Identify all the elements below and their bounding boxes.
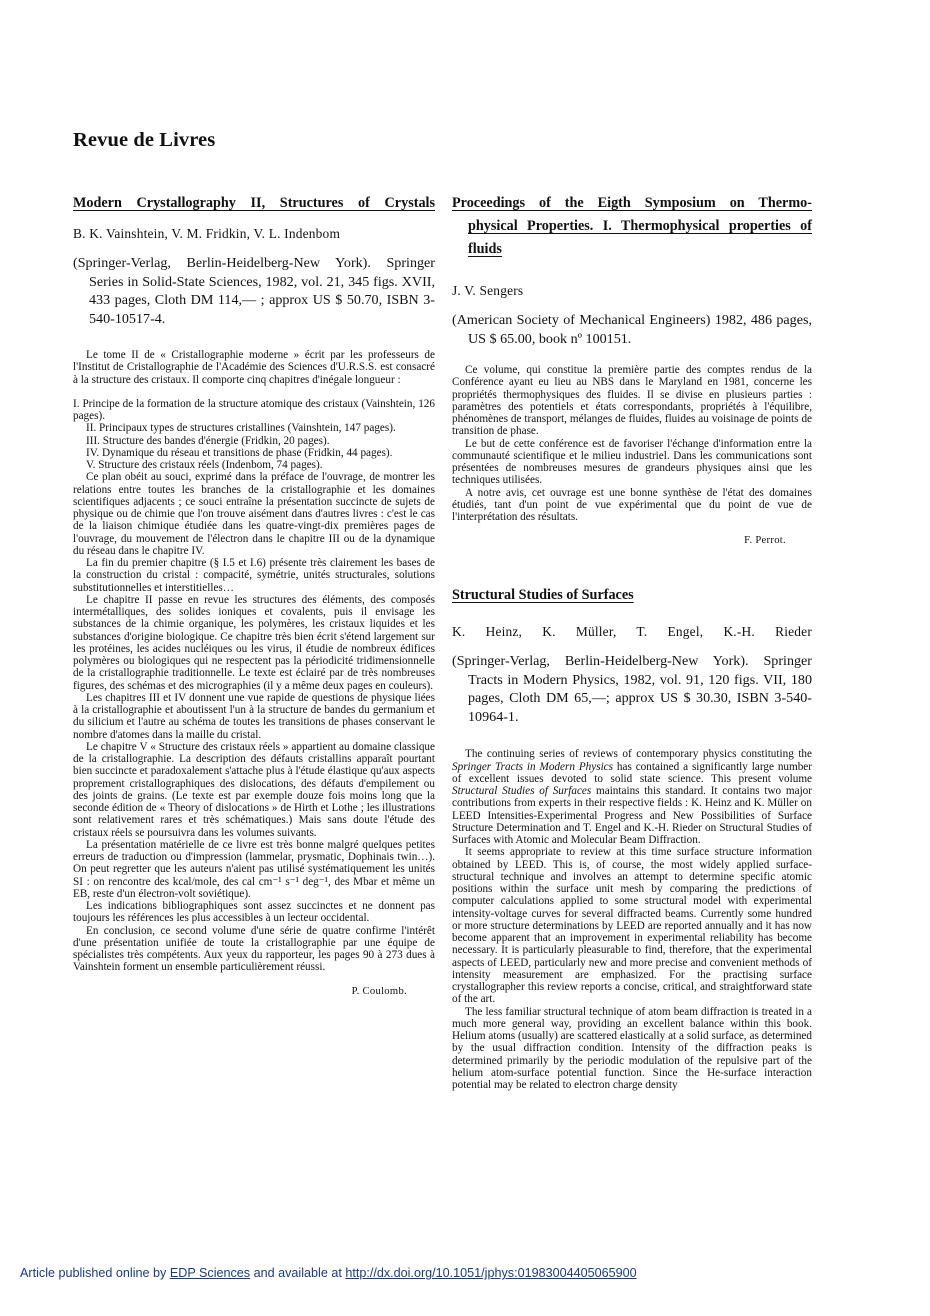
review2-title-line2: physical Properties. I. Thermophysical properties of xyxy=(468,218,812,234)
edp-sciences-link[interactable]: EDP Sciences xyxy=(169,1266,251,1280)
review1-publication: (Springer-Verlag, Berlin-Heidelberg-New York). Springer Series in Solid-State Sciences, 1982, vol. 21, 345 figs. XVII, 433 pages, Cloth DM 114,— ; approx US $ 50.70, ISBN 3-540-10517-4. xyxy=(73,255,435,327)
review2-paragraph: Le but de cette conférence est de favoriser l'échange d'information entre la communauté scientifique et le milieu industriel. Dans les communications sont présentées de nombreuses mesures de grandeurs physiques ainsi que les techniques utilisées. xyxy=(452,437,812,487)
review3-italic-series-title: Springer Tracts in Modern Physics xyxy=(452,760,614,773)
footer-middle: and available at xyxy=(250,1266,346,1280)
review2-paragraph: Ce volume, qui constitue la première partie des comptes rendus de la Conférence ayant eu lieu au NBS dans le Maryland en 1981, concerne les propriétés thermophysiques des fluides. Il se divise en plusieurs parties : paramètres des potentiels et états correspondants, propriétés à l'équilibre, phénomènes de transport, mélanges de fluides, fluides au voisinage de points de transition de phase. xyxy=(452,364,812,438)
footer-prefix: Article published online by xyxy=(20,1266,170,1280)
review1-paragraph: La fin du premier chapitre (§ I.5 et I.6) présente très clairement les bases de la construction du cristal : compacité, symétrie, unités structurales, solutions substitutionnelles et interstitielles… xyxy=(73,557,435,594)
review1-paragraph: La présentation matérielle de ce livre est très bonne malgré quelques petites erreurs de traduction ou d'impression (lammelar, prysmatic, Dophinais twin…). On peut regretter que les auteurs n'aient pas utilisé systématiquement les unités SI : on rencontre des kcal/mole, des cal cm⁻¹ s⁻¹ deg⁻¹, des Mbar et même un EB, reste d'un électron-volt soviétique). xyxy=(73,838,435,900)
review1-body xyxy=(73,349,435,974)
review2-title xyxy=(452,192,812,261)
review2-title-line xyxy=(452,238,812,261)
review1-chapter-item: V. Structure des cristaux réels (Indenbom, 74 pages). xyxy=(86,459,323,471)
review1-paragraph: En conclusion, ce second volume d'une série de quatre confirme l'intérêt d'une présentation unifiée de toute la cristallographie par une équipe de spécialistes très compétents. Aux yeux du rapporteur, les pages 90 à 273 dues à Vainshtein forment un ensemble particulièrement réussi. xyxy=(73,924,435,974)
review1-chapter-item: IV. Dynamique du réseau et transitions de phase (Fridkin, 44 pages). xyxy=(86,446,393,459)
left-column xyxy=(73,192,435,997)
doi-link[interactable]: http://dx.doi.org/10.1051/jphys:01983004405065900 xyxy=(345,1266,637,1280)
review1-paragraph: Le chapitre V « Structure des cristaux réels » appartient au domaine classique de la cristallographie. La description des défauts cristallins apparaît pourtant bien succincte et paradoxalement s'attache plus à l'étude élastique qu'aux aspects proprement cristallographiques des dislocations, des défauts d'empilement ou des joints de grains. (Le texte est par exemple douze fois moins long que la seconde édition de « Theory of dislocations » de Hirth et Lothe ; les illustrations sont relativement rares et très schématiques.) Mais sans doute l'étude des cristaux réels se poursuivra dans les volumes suivants. xyxy=(73,740,435,839)
review1-paragraph: Les indications bibliographiques sont assez succinctes et ne donnent pas toujours les références les plus accessibles à un lecteur occidental. xyxy=(73,900,435,925)
footer xyxy=(20,1266,637,1280)
review1-paragraph: Le chapitre II passe en revue les structures des éléments, des composés intermétalliques, des solides ioniques et covalents, puis il envisage les substances de la chimie organique, les polymères, les cristaux liquides et les substances d'origine biologique. Ce chapitre très bien écrit s'étend largement sur les protéines, les acides nucléiques ou les virus, il étudie de nombreux édifices polymères ou biologiques qui ne respectent pas la périodicité tridimensionnelle de la cristallographie traditionnelle. Le texte est éclairé par de très nombreuses figures, des schémas et des micrographies (il y a même deux pages en couleurs). xyxy=(73,593,435,692)
review2-body xyxy=(452,364,812,523)
review2-paragraph: A notre avis, cet ouvrage est une bonne synthèse de l'état des domaines étudiés, tant d'un point de vue expérimental que du point de vue de l'interprétation des résultats. xyxy=(452,486,812,523)
review3-authors: K. Heinz, K. Müller, T. Engel, K.-H. Rieder xyxy=(452,624,812,640)
review2-title-line xyxy=(452,215,812,238)
page-title: Revue de Livres xyxy=(73,129,216,151)
review3-paragraph: The less familiar structural technique of atom beam diffraction is treated in a much more general way, providing an excellent balance within this book. Helium atoms (usually) are scattered elastically at a solid surface, as determined by the usual diffraction condition. Intensity of the diffraction peaks is determined primarily by the periodic modulation of the repulsive part of the helium atom-surface potential function. Since the He-surface interaction potential may be related to electron charge density xyxy=(452,1005,812,1091)
review1-authors: B. K. Vainshtein, V. M. Fridkin, V. L. Indenbom xyxy=(73,226,341,241)
review3-paragraph: It seems appropriate to review at this time surface structure information obtained by LEED. This is, of course, the most widely applied surface-structural technique and involves an attempt to determine specific atomic positions within the surface unit mesh by comparing the predictions of computer calculations applied to some structural model with experimental intensity-voltage curves for several diffracted beams. Currently some hundred or more structure determinations by LEED are reported annually and it has now become apparent that an improvement in experimental reliability has become necessary. It is particularly pleasurable to find, therefore, that the experimental aspects of LEED, particularly new and more precise and convenient methods of intensity measurement are emphasized. For the practising surface crystallographer this review reports a concise, critical, and straightforward state of the art. xyxy=(452,846,812,1006)
right-column xyxy=(452,192,812,1091)
review2-title-line3: fluids xyxy=(468,241,502,257)
review3-publication: (Springer-Verlag, Berlin-Heidelberg-New York). Springer Tracts in Modern Physics, 1982, vol. 91, 120 figs. VII, 180 pages, Cloth DM 65,—; approx US $ 30.30, ISBN 3-540-10964-1. xyxy=(452,653,812,725)
review3-title-text: Structural Studies of Surfaces xyxy=(452,587,634,604)
review3-body xyxy=(452,748,812,1091)
review1-title-text: Modern Crystallography II, Structures of Crystals xyxy=(73,195,435,211)
review2-authors: J. V. Sengers xyxy=(452,283,524,298)
review1-signature: P. Coulomb. xyxy=(351,985,407,997)
review1-chapter-item: III. Structure des bandes d'énergie (Fridkin, 20 pages). xyxy=(86,434,330,447)
review1-paragraph: Ce plan obéit au souci, exprimé dans la préface de l'ouvrage, de montrer les relations entre toutes les branches de la cristallographie et les domaines scientifiques adjacents ; ce souci entraîne la présentation succincte de sujets de physique ou de chimie que l'on trouve aisément dans d'autres livres : c'est le cas de la liaison chimique étudiée dans les quatre-vingt-dix premières pages de l'ouvrage, du mouvement de l'électron dans le chapitre III ou de la dynamique du réseau dans le chapitre IV. xyxy=(73,471,435,557)
review2-title-line1: Proceedings of the Eigth Symposium on Thermo- xyxy=(452,195,812,211)
review1-title xyxy=(73,192,435,215)
review1-paragraph: Le tome II de « Cristallographie moderne » écrit par les professeurs de l'Institut de Cristallographie de l'Académie des Sciences d'U.R.S.S. est consacré à la structure des cristaux. Il comporte cinq chapitres d'inégale longueur : xyxy=(73,349,435,386)
review1-chapter-item: II. Principaux types de structures cristallines (Vainshtein, 147 pages). xyxy=(86,422,396,435)
review1-chapter-item: I. Principe de la formation de la structure atomique des cristaux (Vainshtein, 126 pages). xyxy=(73,397,435,422)
review2-publication: (American Society of Mechanical Engineers) 1982, 486 pages, US $ 65.00, book nº 100151. xyxy=(452,312,812,347)
review3-text: has contained a significantly large number of excellent issues devoted to solid state science. This present volume xyxy=(452,760,813,785)
review3-text: The continuing series of reviews of contemporary physics constituting the xyxy=(465,748,812,761)
review3-italic-book-title: Structural Studies of Surfaces xyxy=(452,785,592,797)
review1-paragraph: Les chapitres III et IV donnent une vue rapide de questions de physique liées à la cristallographie et aboutissent l'un à la structure de bandes du germanium et du silicium et l'autre au schéma de toutes les transitions de phases conservant le nombre d'atomes dans la maille du cristal. xyxy=(73,691,435,741)
review3-text: maintains this standard. It contains two major contributions from experts in their respective fields : K. Heinz and K. Müller on LEED Intensities-Experimental Progress and New Possibilities of Surface Structure Determination and T. Engel and K.-H. Rieder on Structural Studies of Surfaces with Atomic and Molecular Beam Diffraction. xyxy=(452,785,813,846)
review3-paragraph xyxy=(452,748,812,846)
review2-signature: F. Perrot. xyxy=(744,535,786,547)
review3-title xyxy=(452,584,812,607)
review2-title-line xyxy=(452,192,812,215)
